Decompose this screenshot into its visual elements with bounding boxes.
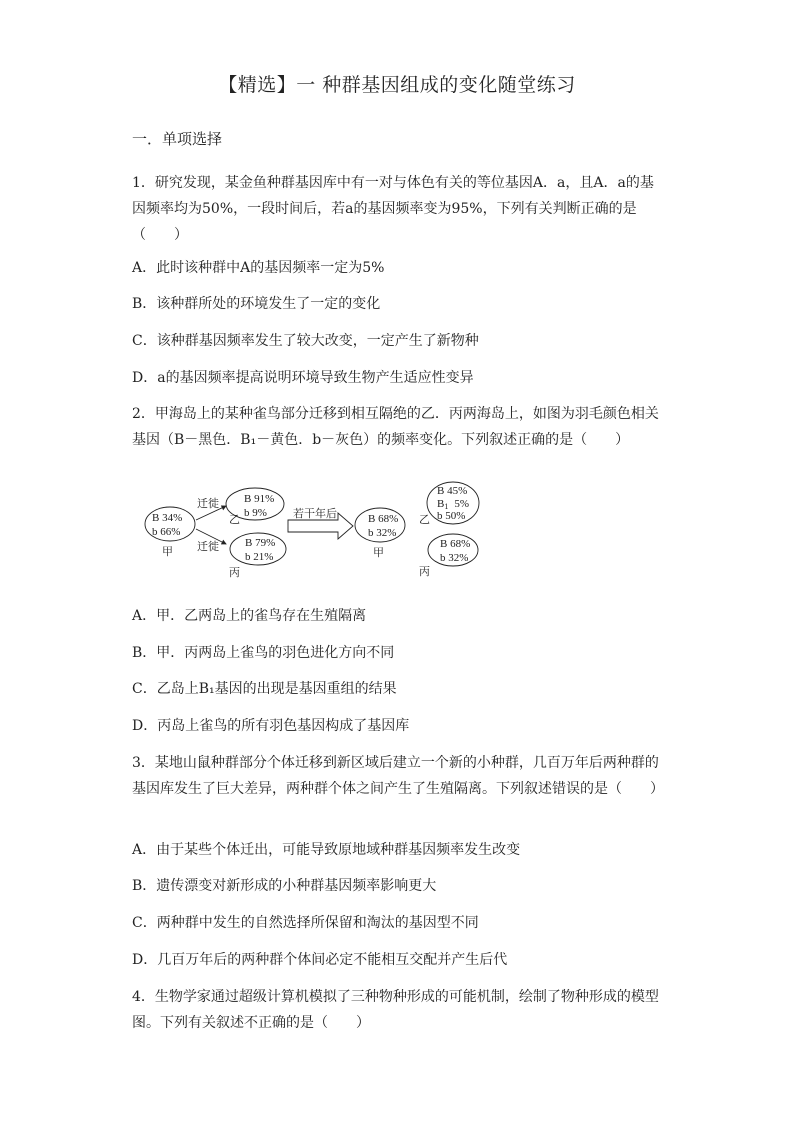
yi-end-B: B 45% — [437, 485, 468, 497]
bing-end-B: B 68% — [440, 538, 471, 550]
yi-start-b: b 9% — [244, 507, 267, 519]
jia-start-b: b 66% — [152, 526, 181, 538]
question-3-option-c[interactable]: C．两种群中发生的自然选择所保留和淘汰的基因型不同 — [132, 915, 479, 931]
yi-start-B: B 91% — [244, 493, 275, 505]
question-1-option-a[interactable]: A．此时该种群中A的基因频率一定为5% — [132, 260, 385, 276]
jia-end-label: 甲 — [373, 547, 384, 559]
gene-frequency-diagram — [140, 478, 490, 586]
question-2-stem: 2．甲海岛上的某种雀鸟部分迁移到相互隔绝的乙．丙两海岛上，如图为羽毛颜色相关基因（B－黑色．B₁－黄色．b－灰色）的频率变化。下列叙述正确的是（ ） — [132, 406, 659, 448]
question-2-option-b[interactable]: B．甲．丙两岛上雀鸟的羽色进化方向不同 — [132, 645, 395, 661]
question-2-option-a[interactable]: A．甲．乙两岛上的雀鸟存在生殖隔离 — [132, 608, 367, 624]
jia-end-b: b 32% — [368, 527, 397, 539]
question-1-option-c[interactable]: C．该种群基因频率发生了较大改变，一定产生了新物种 — [132, 333, 479, 349]
yi-end-b: b 50% — [437, 510, 466, 522]
migrate-label-bing: 迁徙 — [197, 541, 219, 553]
question-3-stem: 3．某地山鼠种群部分个体迁移到新区域后建立一个新的小种群，几百万年后两种群的基因库发生了巨大差异，两种群个体之间产生了生殖隔离。下列叙述错误的是（ ） — [132, 755, 664, 797]
question-3-option-d[interactable]: D．几百万年后的两种群个体间必定不能相互交配并产生后代 — [132, 952, 508, 968]
time-arrow-label: 若干年后 — [293, 508, 337, 520]
question-1-option-b[interactable]: B．该种群所处的环境发生了一定的变化 — [132, 296, 381, 312]
jia-start-label: 甲 — [162, 546, 173, 558]
page-title: 【精选】一 种群基因组成的变化随堂练习 — [218, 74, 576, 96]
yi-start-label: 乙 — [229, 514, 240, 526]
jia-end-B: B 68% — [368, 513, 399, 525]
bing-start-B: B 79% — [245, 537, 276, 549]
question-2-option-c[interactable]: C．乙岛上B₁基因的出现是基因重组的结果 — [132, 681, 397, 697]
yi-end-label: 乙 — [419, 514, 430, 526]
section-heading: 一．单项选择 — [132, 130, 223, 148]
diagram-svg — [140, 478, 490, 586]
question-3-option-a[interactable]: A．由于某些个体迁出，可能导致原地域种群基因频率发生改变 — [132, 842, 521, 858]
bing-start-b: b 21% — [245, 551, 274, 563]
bing-end-b: b 32% — [440, 552, 469, 564]
question-4-stem: 4．生物学家通过超级计算机模拟了三种物种形成的可能机制，绘制了物种形成的模型图。下列有关叙述不正确的是（ ） — [132, 989, 659, 1031]
bing-end-label: 丙 — [419, 566, 430, 578]
question-1-stem: 1．研究发现，某金鱼种群基因库中有一对与体色有关的等位基因A．a，且A．a的基因频率均为50%，一段时间后，若a的基因频率变为95%，下列有关判断正确的是（ ） — [132, 175, 654, 243]
jia-start-B: B 34% — [152, 512, 183, 524]
question-2-option-d[interactable]: D．丙岛上雀鸟的所有羽色基因构成了基因库 — [132, 718, 410, 734]
yi-end-B1: B1 5% — [437, 498, 470, 511]
bing-start-label: 丙 — [229, 567, 240, 579]
question-3-option-b[interactable]: B．遗传漂变对新形成的小种群基因频率影响更大 — [132, 878, 437, 894]
question-1-option-d[interactable]: D．a的基因频率提高说明环境导致生物产生适应性变异 — [132, 370, 474, 386]
migrate-label-yi: 迁徙 — [197, 498, 219, 510]
